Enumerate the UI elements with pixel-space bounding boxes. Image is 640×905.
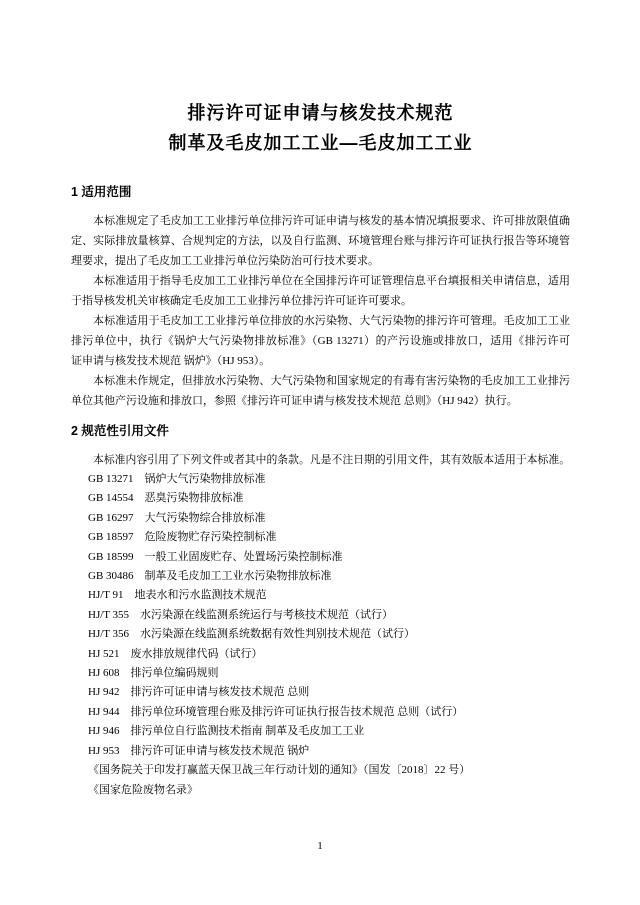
paragraph-2 — [71, 271, 570, 311]
reference-item: GB 18597 危险废物贮存污染控制标准 — [88, 531, 277, 544]
paragraph-line: 本标准适用于毛皮加工工业排污单位排放的水污染物、大气污染物的排污许可管理。毛皮加工工业 — [93, 315, 570, 327]
document-title-line-1: 排污许可证申请与核发技术规范 — [187, 103, 454, 123]
reference-item: HJ 946 排污单位自行监测技术指南 制革及毛皮加工工业 — [88, 725, 365, 738]
page-number: 1 — [317, 840, 323, 852]
paragraph-line: 证申请与核发技术规范 锅炉》（HJ 953）。 — [71, 355, 271, 367]
reference-item: HJ/T 355 水污染源在线监测系统运行与考核技术规范（试行） — [88, 608, 394, 621]
reference-item: 《国家危险废物名录》 — [88, 783, 198, 796]
paragraph-line: 本标准适用于指导毛皮加工工业排污单位在全国排污许可证管理信息平台填报相关申请信息，适用 — [93, 275, 570, 287]
reference-item: GB 30486 制革及毛皮加工工业水污染物排放标准 — [88, 570, 332, 583]
reference-item: HJ 944 排污单位环境管理台账及排污许可证执行报告技术规范 总则（试行） — [88, 705, 464, 718]
section-2-heading: 2 规范性引用文件 — [71, 424, 169, 438]
reference-item: HJ/T 356 水污染源在线监测系统数据有效性判别技术规范（试行） — [88, 628, 416, 641]
reference-item: GB 16297 大气污染物综合排放标准 — [88, 511, 266, 524]
reference-item: HJ 521 废水排放规律代码（试行） — [88, 647, 263, 660]
reference-item: 《国务院关于印发打赢蓝天保卫战三年行动计划的通知》（国发〔2018〕22 号） — [88, 764, 471, 777]
reference-item: HJ 608 排污单位编码规则 — [88, 667, 219, 680]
reference-list — [71, 470, 570, 800]
reference-item: GB 14554 恶臭污染物排放标准 — [88, 492, 244, 505]
paragraph-line: 定、实际排放量核算、合规判定的方法，以及自行监测、环境管理台账与排污许可证执行报告等环境管 — [71, 235, 570, 247]
paragraph-line: 本标准未作规定，但排放水污染物、大气污染物和国家规定的有毒有害污染物的毛皮加工工业排污 — [93, 375, 570, 387]
paragraph-line: 单位其他产污设施和排放口，参照《排污许可证申请与核发技术规范 总则》（HJ 942）执行。 — [71, 395, 518, 407]
paragraph-4 — [71, 371, 570, 411]
section-1-heading: 1 适用范围 — [71, 185, 132, 199]
section-2-intro: 本标准内容引用了下列文件或者其中的条款。凡是不注日期的引用文件，其有效版本适用于本标准。 — [93, 454, 570, 466]
document-title-line-2: 制革及毛皮加工工业—毛皮加工工业 — [168, 133, 473, 153]
paragraph-line: 本标准规定了毛皮加工工业排污单位排污许可证申请与核发的基本情况填报要求、许可排放限值确 — [93, 215, 570, 227]
paragraph-line: 于指导核发机关审核确定毛皮加工工业排污单位排污许可证许可要求。 — [71, 295, 412, 307]
paragraph-line: 理要求，提出了毛皮加工工业排污单位污染防治可行技术要求。 — [71, 255, 379, 267]
section-1-body — [71, 211, 570, 411]
reference-item: HJ 953 排污许可证申请与核发技术规范 锅炉 — [88, 744, 310, 757]
reference-item: HJ 942 排污许可证申请与核发技术规范 总则 — [88, 686, 310, 699]
paragraph-3 — [71, 311, 570, 371]
paragraph-1 — [71, 211, 570, 271]
paragraph-line: 排污单位中，执行《锅炉大气污染物排放标准》（GB 13271）的产污设施或排放口，适用《排污许可 — [71, 335, 570, 347]
reference-item: HJ/T 91 地表水和污水监测技术规范 — [88, 589, 267, 602]
reference-item: GB 13271 锅炉大气污染物排放标准 — [88, 473, 266, 485]
reference-item: GB 18599 一般工业固废贮存、处置场污染控制标准 — [88, 550, 343, 563]
